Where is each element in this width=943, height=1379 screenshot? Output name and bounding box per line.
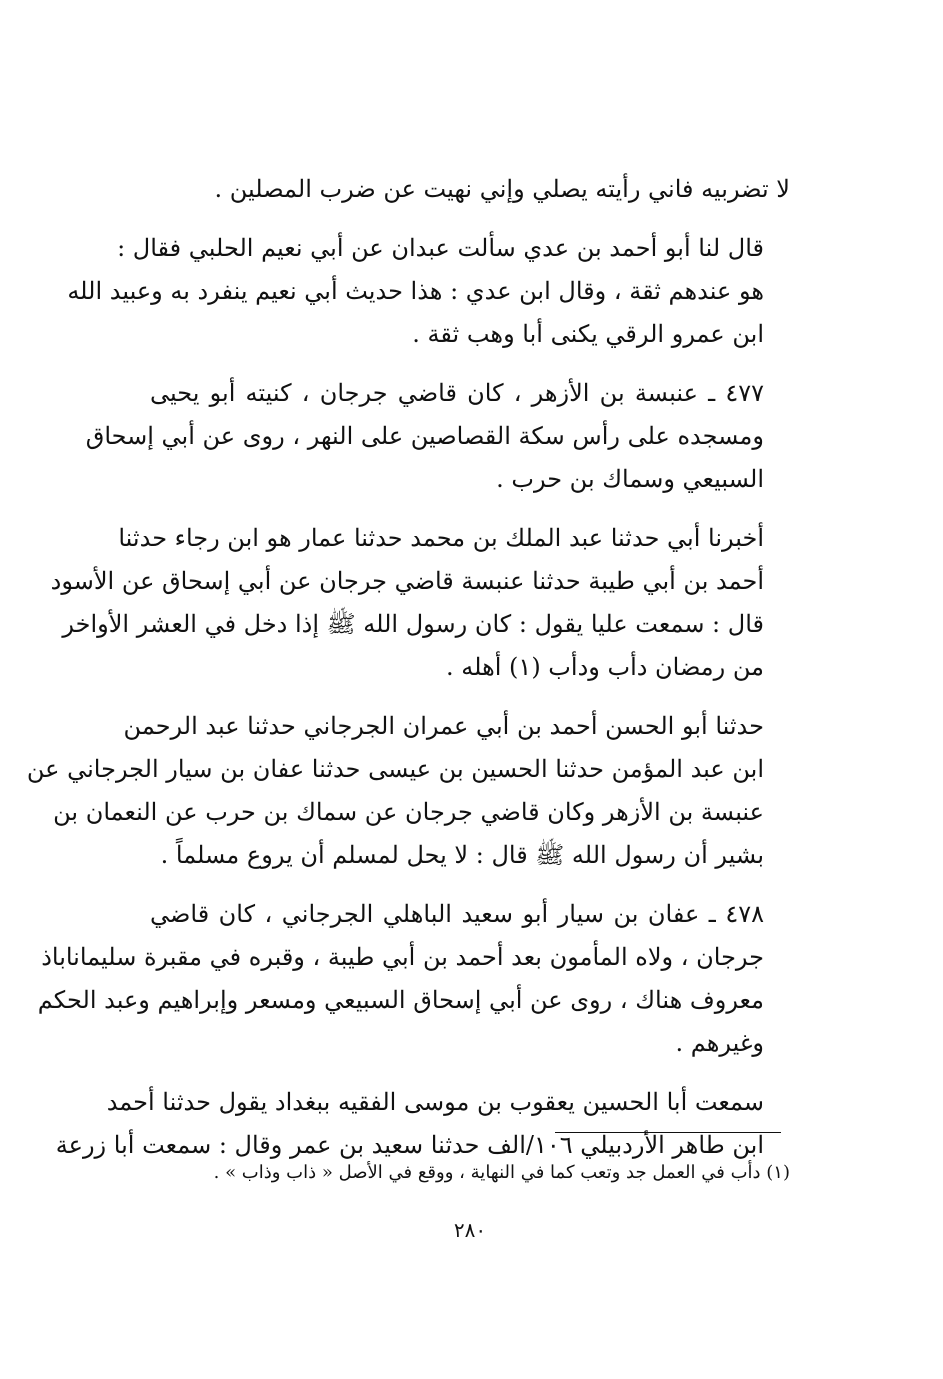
entry-477 [85, 372, 790, 501]
text-line: أخبرنا أبي حدثنا عبد الملك بن محمد حدثنا عمار هو ابن رجاء حدثنا [118, 524, 764, 552]
text-line: ٤٧٨ ـ عفان بن سيار أبو سعيد الباهلي الجرجاني ، كان قاضي [150, 900, 764, 928]
main-text [26, 168, 790, 1183]
paragraph-5 [26, 705, 790, 877]
text-line: عنبسة بن الأزهر وكان قاضي جرجان عن سماك بن حرب عن النعمان بن [53, 798, 764, 826]
text-line: السبيعي وسماك بن حرب . [496, 465, 764, 493]
text-line: جرجان ، ولاه المأمون بعد أحمد بن أبي طيبة ، وقبره في مقبرة سليماناباذ [41, 943, 764, 971]
footnote-divider [555, 1132, 781, 1133]
entry-478 [37, 893, 790, 1065]
text-line: سمعت أبا الحسين يعقوب بن موسى الفقيه ببغداد يقول حدثنا أحمد [106, 1088, 764, 1116]
paragraph-2 [67, 227, 790, 356]
text-line: وغيرهم . [675, 1029, 764, 1057]
text-line: ابن عمرو الرقي يكنى أبا وهب ثقة . [412, 320, 764, 348]
text-line: حدثنا أبو الحسن أحمد بن أبي عمران الجرجاني حدثنا عبد الرحمن [123, 712, 764, 740]
page-number: ٢٨٠ [453, 1218, 487, 1242]
text-line: قال لنا أبو أحمد بن عدي سألت عبدان عن أبي نعيم الحلبي فقال : [117, 234, 764, 262]
paragraph-1 [150, 168, 790, 211]
text-line: من رمضان دأب ودأب (١) أهله . [446, 653, 764, 681]
text-line: لا تضربيه فاني رأيته يصلي وإني نهيت عن ضرب المصلين . [214, 175, 790, 203]
text-line: ومسجده على رأس سكة القصاصين على النهر ، روى عن أبي إسحاق [85, 422, 764, 450]
text-line: ابن عبد المؤمن حدثنا الحسين بن عيسى حدثنا عفان بن سيار الجرجاني عن [26, 755, 764, 783]
footnote: (١) دأب في العمل جد وتعب كما في النهاية ، ووقع في الأصل « ذاب وذاب » . [213, 1162, 790, 1183]
text-line: بشير أن رسول الله ﷺ قال : لا يحل لمسلم أن يروع مسلماً . [160, 841, 764, 869]
text-line: ٤٧٧ ـ عنبسة بن الأزهر ، كان قاضي جرجان ، كنيته أبو يحيى [150, 379, 764, 407]
text-line: ابن طاهر الأردبيلي ١٠٦/الف حدثنا سعيد بن عمر وقال : سمعت أبا زرعة [55, 1131, 764, 1159]
text-line: معروف هناك ، روى عن أبي إسحاق السبيعي ومسعر وإبراهيم وعبد الحكم [37, 986, 764, 1014]
paragraph-7 [55, 1081, 790, 1167]
text-line: أحمد بن أبي طيبة حدثنا عنبسة قاضي جرجان عن أبي إسحاق عن الأسود [50, 567, 764, 595]
text-line: قال : سمعت عليا يقول : كان رسول الله ﷺ إذا دخل في العشر الأواخر [62, 610, 764, 638]
text-line: هو عندهم ثقة ، وقال ابن عدي : هذا حديث أبي نعيم ينفرد به وعبيد الله [67, 277, 764, 305]
paragraph-4 [50, 517, 790, 689]
